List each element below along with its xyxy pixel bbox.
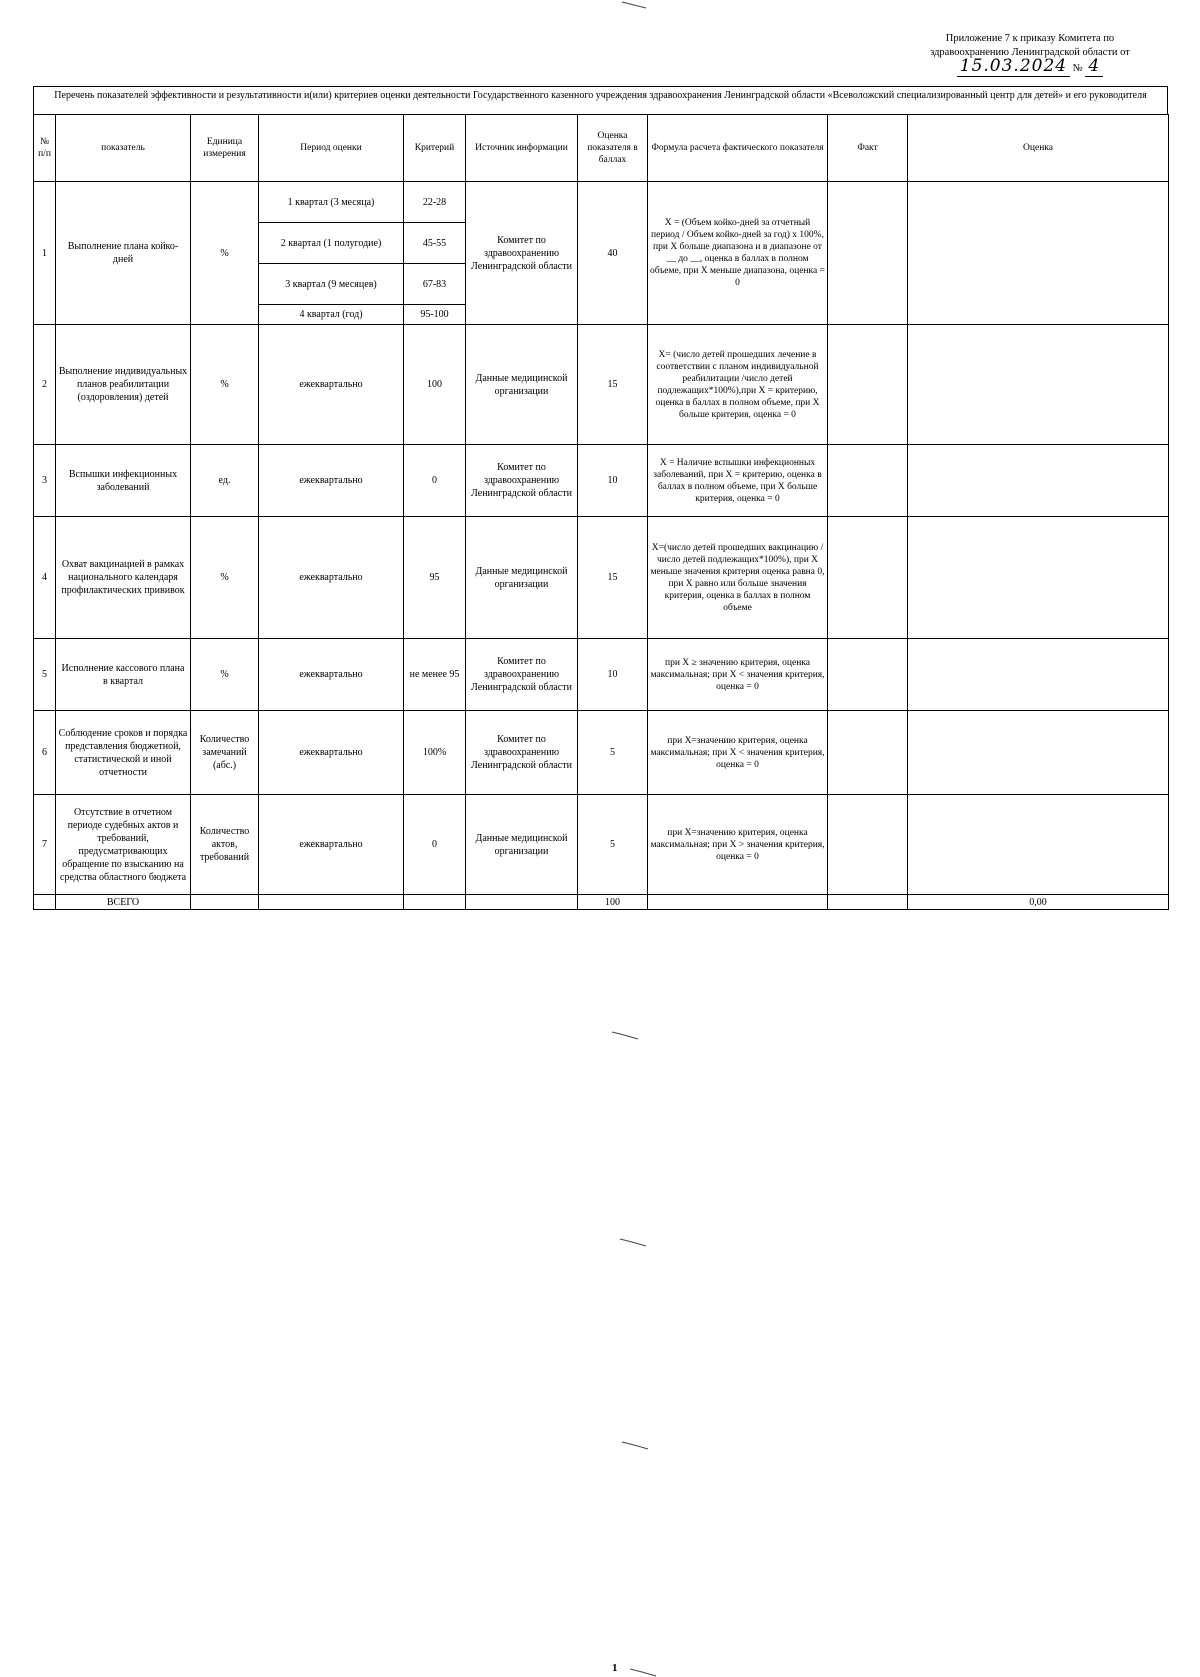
row-indicator: Выполнение индивидуальных планов реабилитации (оздоровления) детей	[56, 325, 191, 445]
row-formula: X = (Объем койко-дней за отчетный период / Объем койко-дней за год) х 100%, при X больше диапазона и в диапазоне от __ до __, оценка в баллах в полном объеме, при X меньше диапазона, оценка = 0	[648, 182, 828, 325]
table-row	[34, 795, 1169, 895]
row-assessment	[908, 325, 1169, 445]
row-fact	[828, 325, 908, 445]
row-period: 1 квартал (3 месяца)	[259, 182, 404, 223]
scan-mark	[618, 1237, 648, 1247]
row-num: 7	[34, 795, 56, 895]
row-formula: при X=значению критерия, оценка максимальная; при X < значения критерия, оценка = 0	[648, 711, 828, 795]
row-score: 10	[578, 639, 648, 711]
row-score: 5	[578, 795, 648, 895]
total-label: ВСЕГО	[56, 895, 191, 910]
row-formula: X=(число детей прошедших вакцинацию /число детей подлежащих*100%), при X меньше значения критерия оценка равна 0, при X равно или больше значения критерия, оценка в баллах в полном объеме	[648, 517, 828, 639]
row-num: 2	[34, 325, 56, 445]
row-score: 10	[578, 445, 648, 517]
row-period: ежеквартально	[259, 795, 404, 895]
row-period: ежеквартально	[259, 445, 404, 517]
row-unit: %	[191, 325, 259, 445]
col-header-source: Источник информации	[466, 115, 578, 182]
total-empty-cell	[34, 895, 56, 910]
row-score: 15	[578, 325, 648, 445]
row-assessment	[908, 517, 1169, 639]
appendix-header	[880, 32, 1180, 76]
total-empty-cell	[259, 895, 404, 910]
row-source: Комитет по здравоохранению Ленинградской области	[466, 711, 578, 795]
row-criterion: 45-55	[404, 223, 466, 264]
row-fact	[828, 639, 908, 711]
table-row	[34, 182, 1169, 223]
row-indicator: Отсутствие в отчетном периоде судебных актов и требований, предусматривающих обращение по взысканию на средства областного бюджета	[56, 795, 191, 895]
row-unit: %	[191, 517, 259, 639]
row-fact	[828, 182, 908, 325]
row-criterion: 95	[404, 517, 466, 639]
row-assessment	[908, 182, 1169, 325]
row-unit: Количество актов, требований	[191, 795, 259, 895]
row-criterion: не менее 95	[404, 639, 466, 711]
scan-mark	[610, 1030, 640, 1040]
row-source: Данные медицинской организации	[466, 325, 578, 445]
col-header-fact: Факт	[828, 115, 908, 182]
row-num: 3	[34, 445, 56, 517]
col-header-num: № п/п	[34, 115, 56, 182]
row-score: 40	[578, 182, 648, 325]
col-header-period: Период оценки	[259, 115, 404, 182]
total-empty-cell	[191, 895, 259, 910]
row-period: ежеквартально	[259, 325, 404, 445]
col-header-assessment: Оценка	[908, 115, 1169, 182]
row-unit: Количество замечаний (абс.)	[191, 711, 259, 795]
total-score: 100	[578, 895, 648, 910]
document-title: Перечень показателей эффективности и результативности и(или) критериев оценки деятельности Государственного казенного учреждения здравоохранения Ленинградской области «Всеволожский специализированный центр для детей» и его руководителя	[33, 86, 1168, 114]
row-formula: при X=значению критерия, оценка максимальная; при X > значения критерия, оценка = 0	[648, 795, 828, 895]
row-fact	[828, 795, 908, 895]
row-indicator: Вспышки инфекционных заболеваний	[56, 445, 191, 517]
col-header-indicator: показатель	[56, 115, 191, 182]
row-assessment	[908, 445, 1169, 517]
row-indicator: Исполнение кассового плана в квартал	[56, 639, 191, 711]
col-header-unit: Единица измерения	[191, 115, 259, 182]
scan-mark	[620, 1440, 650, 1450]
row-indicator: Выполнение плана койко-дней	[56, 182, 191, 325]
row-formula: при X ≥ значению критерия, оценка максимальная; при X < значения критерия, оценка = 0	[648, 639, 828, 711]
table-row	[34, 325, 1169, 445]
col-header-criterion: Критерий	[404, 115, 466, 182]
row-fact	[828, 445, 908, 517]
total-empty-cell	[648, 895, 828, 910]
col-header-formula: Формула расчета фактического показателя	[648, 115, 828, 182]
order-number-label: №	[1072, 63, 1083, 74]
page-number: 1	[612, 1662, 618, 1674]
row-criterion: 0	[404, 795, 466, 895]
scan-mark	[620, 0, 650, 10]
row-fact	[828, 517, 908, 639]
total-empty-cell	[828, 895, 908, 910]
row-source: Данные медицинской организации	[466, 517, 578, 639]
indicators-document	[33, 86, 1168, 910]
table-row	[34, 445, 1169, 517]
row-criterion: 100%	[404, 711, 466, 795]
row-criterion: 22-28	[404, 182, 466, 223]
row-criterion: 95-100	[404, 305, 466, 325]
row-criterion: 0	[404, 445, 466, 517]
total-assessment: 0,00	[908, 895, 1169, 910]
row-num: 5	[34, 639, 56, 711]
row-indicator: Охват вакцинацией в рамках национального календаря профилактических прививок	[56, 517, 191, 639]
appendix-date-line	[880, 56, 1180, 76]
row-unit: %	[191, 639, 259, 711]
row-period: ежеквартально	[259, 711, 404, 795]
table-header-row	[34, 115, 1169, 182]
appendix-line-1: Приложение 7 к приказу Комитета по	[945, 33, 1115, 44]
row-fact	[828, 711, 908, 795]
row-formula: X= (число детей прошедших лечение в соответствии с планом индивидуальной реабилитации /число детей подлежащих*100%),при X = критерию, оценка в баллах в полном объеме, при X больше критерия, оценка = 0	[648, 325, 828, 445]
row-assessment	[908, 711, 1169, 795]
row-source: Комитет по здравоохранению Ленинградской области	[466, 445, 578, 517]
row-source: Комитет по здравоохранению Ленинградской области	[466, 639, 578, 711]
table-row	[34, 639, 1169, 711]
total-empty-cell	[466, 895, 578, 910]
row-unit: %	[191, 182, 259, 325]
table-row	[34, 517, 1169, 639]
total-row	[34, 895, 1169, 910]
row-formula: X = Наличие вспышки инфекционных заболеваний, при X = критерию, оценка в баллах в полном объеме, при X больше критерия, оценка = 0	[648, 445, 828, 517]
row-num: 4	[34, 517, 56, 639]
row-period: 4 квартал (год)	[259, 305, 404, 325]
row-assessment	[908, 639, 1169, 711]
order-date: 15.03.2024	[957, 56, 1070, 77]
row-period: ежеквартально	[259, 517, 404, 639]
row-num: 1	[34, 182, 56, 325]
table-row	[34, 711, 1169, 795]
row-period: 2 квартал (1 полугодие)	[259, 223, 404, 264]
order-number: 4	[1085, 56, 1103, 77]
row-unit: ед.	[191, 445, 259, 517]
row-source: Комитет по здравоохранению Ленинградской области	[466, 182, 578, 325]
row-criterion: 67-83	[404, 264, 466, 305]
scan-mark	[628, 1667, 658, 1677]
indicators-table	[33, 114, 1169, 910]
row-score: 5	[578, 711, 648, 795]
col-header-score: Оценка показателя в баллах	[578, 115, 648, 182]
row-period: 3 квартал (9 месяцев)	[259, 264, 404, 305]
row-num: 6	[34, 711, 56, 795]
row-assessment	[908, 795, 1169, 895]
row-indicator: Соблюдение сроков и порядка представления бюджетной, статистической и иной отчетности	[56, 711, 191, 795]
row-source: Данные медицинской организации	[466, 795, 578, 895]
row-score: 15	[578, 517, 648, 639]
row-period: ежеквартально	[259, 639, 404, 711]
appendix-line-2: здравоохранению Ленинградской области от	[930, 47, 1130, 58]
total-empty-cell	[404, 895, 466, 910]
row-criterion: 100	[404, 325, 466, 445]
